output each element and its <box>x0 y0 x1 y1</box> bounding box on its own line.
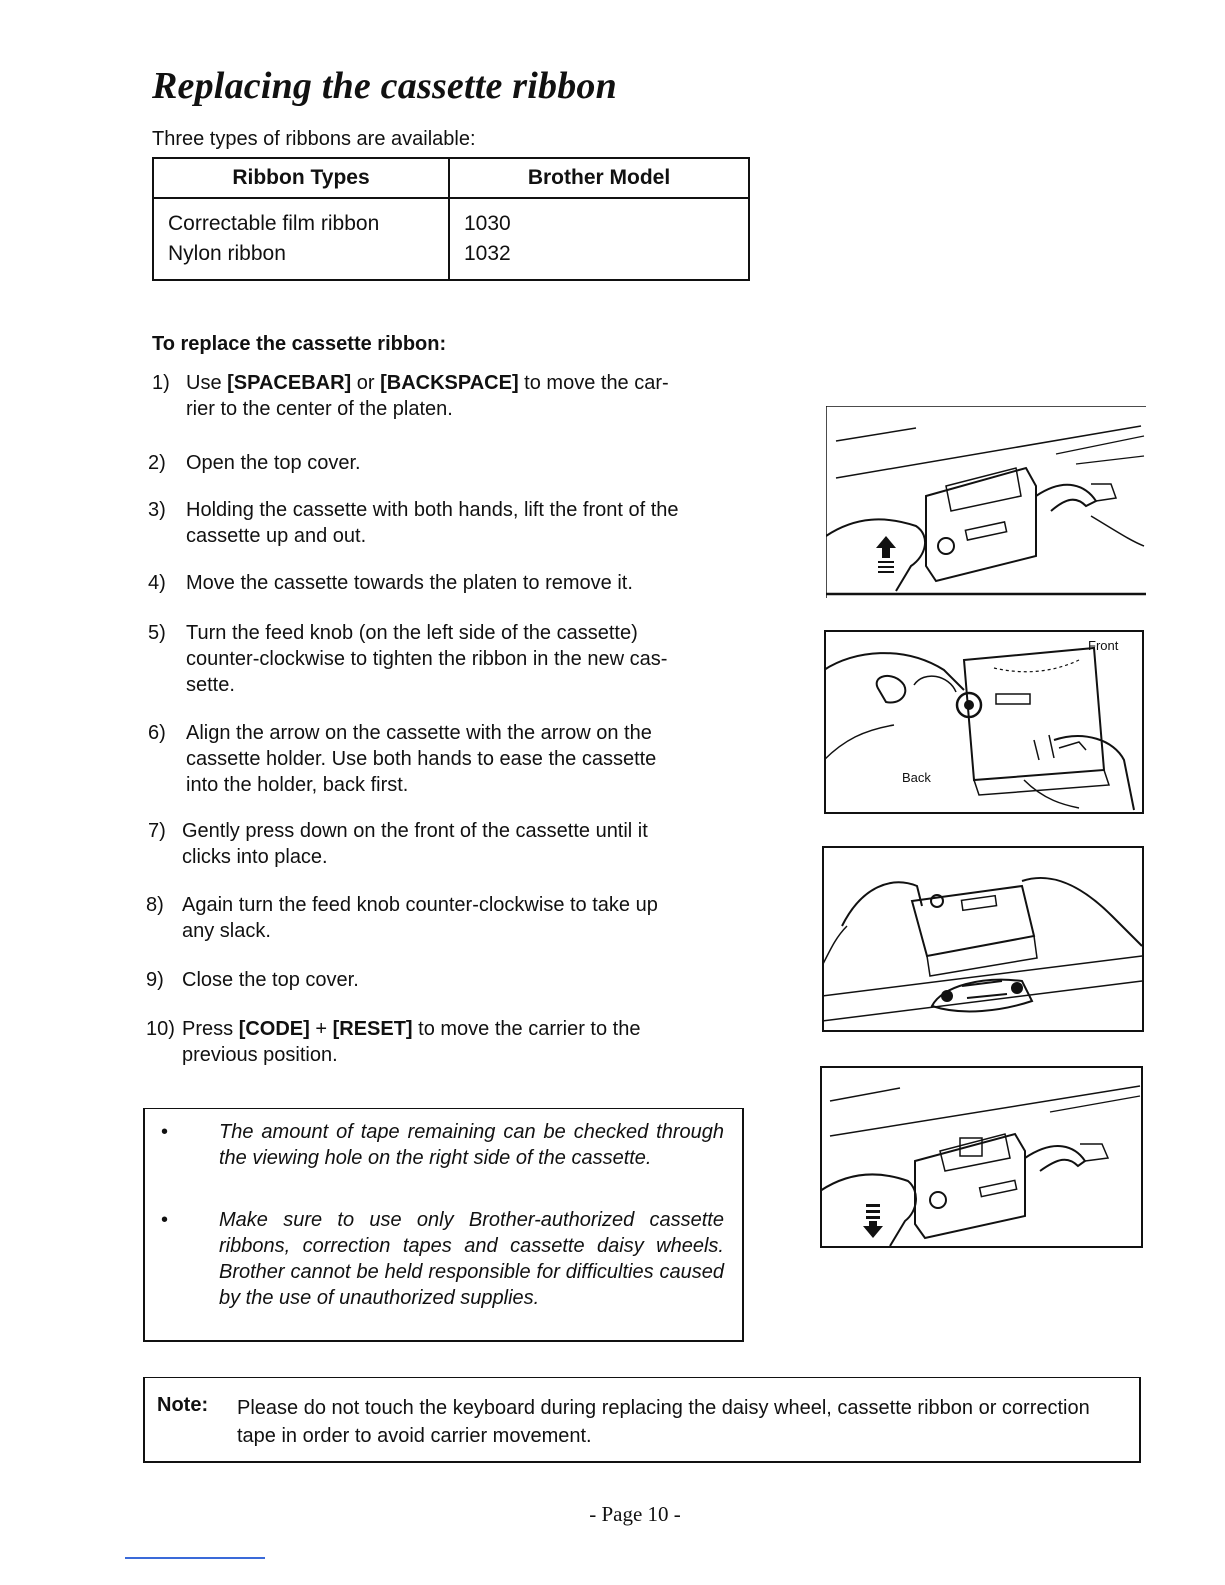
bullet-icon: • <box>161 1121 169 1143</box>
models-cell <box>449 198 749 280</box>
back-label: Back <box>902 770 931 785</box>
reset-key: [RESET] <box>332 1018 413 1040</box>
figure-insert-cassette <box>822 846 1146 1034</box>
ribbon-table <box>152 157 750 281</box>
step-1-line-2: rier to the center of the platen. <box>186 398 453 420</box>
model-2: 1032 <box>464 242 511 265</box>
note-label: Note: <box>157 1394 209 1416</box>
arrow-up-icon <box>876 536 896 558</box>
tips-box <box>143 1108 744 1342</box>
page-title: Replacing the cassette ribbon <box>152 65 617 107</box>
step-number: 10) <box>146 1018 175 1040</box>
ribbon-types-cell <box>153 198 449 280</box>
arrow-down-icon <box>863 1221 883 1238</box>
step-number: 6) <box>148 722 166 744</box>
feed-knob-illustration <box>824 630 1146 815</box>
ribbon-type-2: Nylon ribbon <box>168 242 286 265</box>
procedure-heading: To replace the cassette ribbon: <box>152 333 447 355</box>
remove-cassette-illustration <box>826 406 1146 598</box>
step-number: 1) <box>152 372 170 394</box>
step-number: 5) <box>148 622 166 644</box>
ribbon-type-1: Correctable film ribbon <box>168 212 380 235</box>
backspace-key: [BACKSPACE] <box>380 372 519 394</box>
intro-text: Three types of ribbons are available: <box>152 128 476 150</box>
figure-feed-knob <box>824 630 1146 815</box>
figure-press-cassette <box>820 1066 1145 1250</box>
table-header-brother-model: Brother Model <box>449 158 749 198</box>
figure-remove-cassette <box>826 406 1146 598</box>
step-number: 4) <box>148 572 166 594</box>
insert-cassette-illustration <box>822 846 1146 1034</box>
step-number: 8) <box>146 894 164 916</box>
bottom-rule <box>125 1557 265 1559</box>
note-text: Please do not touch the keyboard during replacing the daisy wheel, cassette ribbon or correction tape in order to avoid carrier movement. <box>237 1397 1090 1447</box>
front-label: Front <box>1088 638 1119 653</box>
tip-text: The amount of tape remaining can be checked through the viewing hole on the right side of the cassette. <box>219 1121 724 1169</box>
code-key: [CODE] <box>238 1018 310 1040</box>
table-header-ribbon-types: Ribbon Types <box>153 158 449 198</box>
step-number: 9) <box>146 969 164 991</box>
step-1-line-1: Use [SPACEBAR] or [BACKSPACE] to move the car- <box>186 372 669 394</box>
note-box <box>143 1377 1141 1463</box>
tip-text: Make sure to use only Brother-authorized cassette ribbons, correction tapes and cassette daisy wheels. Brother cannot be held responsible for difficulties caused by the use of unauthorized supplies. <box>219 1209 724 1309</box>
spacebar-key: [SPACEBAR] <box>227 372 352 394</box>
press-cassette-illustration <box>820 1066 1145 1250</box>
page-number: - Page 10 - <box>589 1502 681 1526</box>
step-number: 7) <box>148 820 166 842</box>
step-number: 3) <box>148 499 166 521</box>
step-number: 2) <box>148 452 166 474</box>
model-1: 1030 <box>464 212 511 235</box>
bullet-icon: • <box>161 1209 169 1231</box>
